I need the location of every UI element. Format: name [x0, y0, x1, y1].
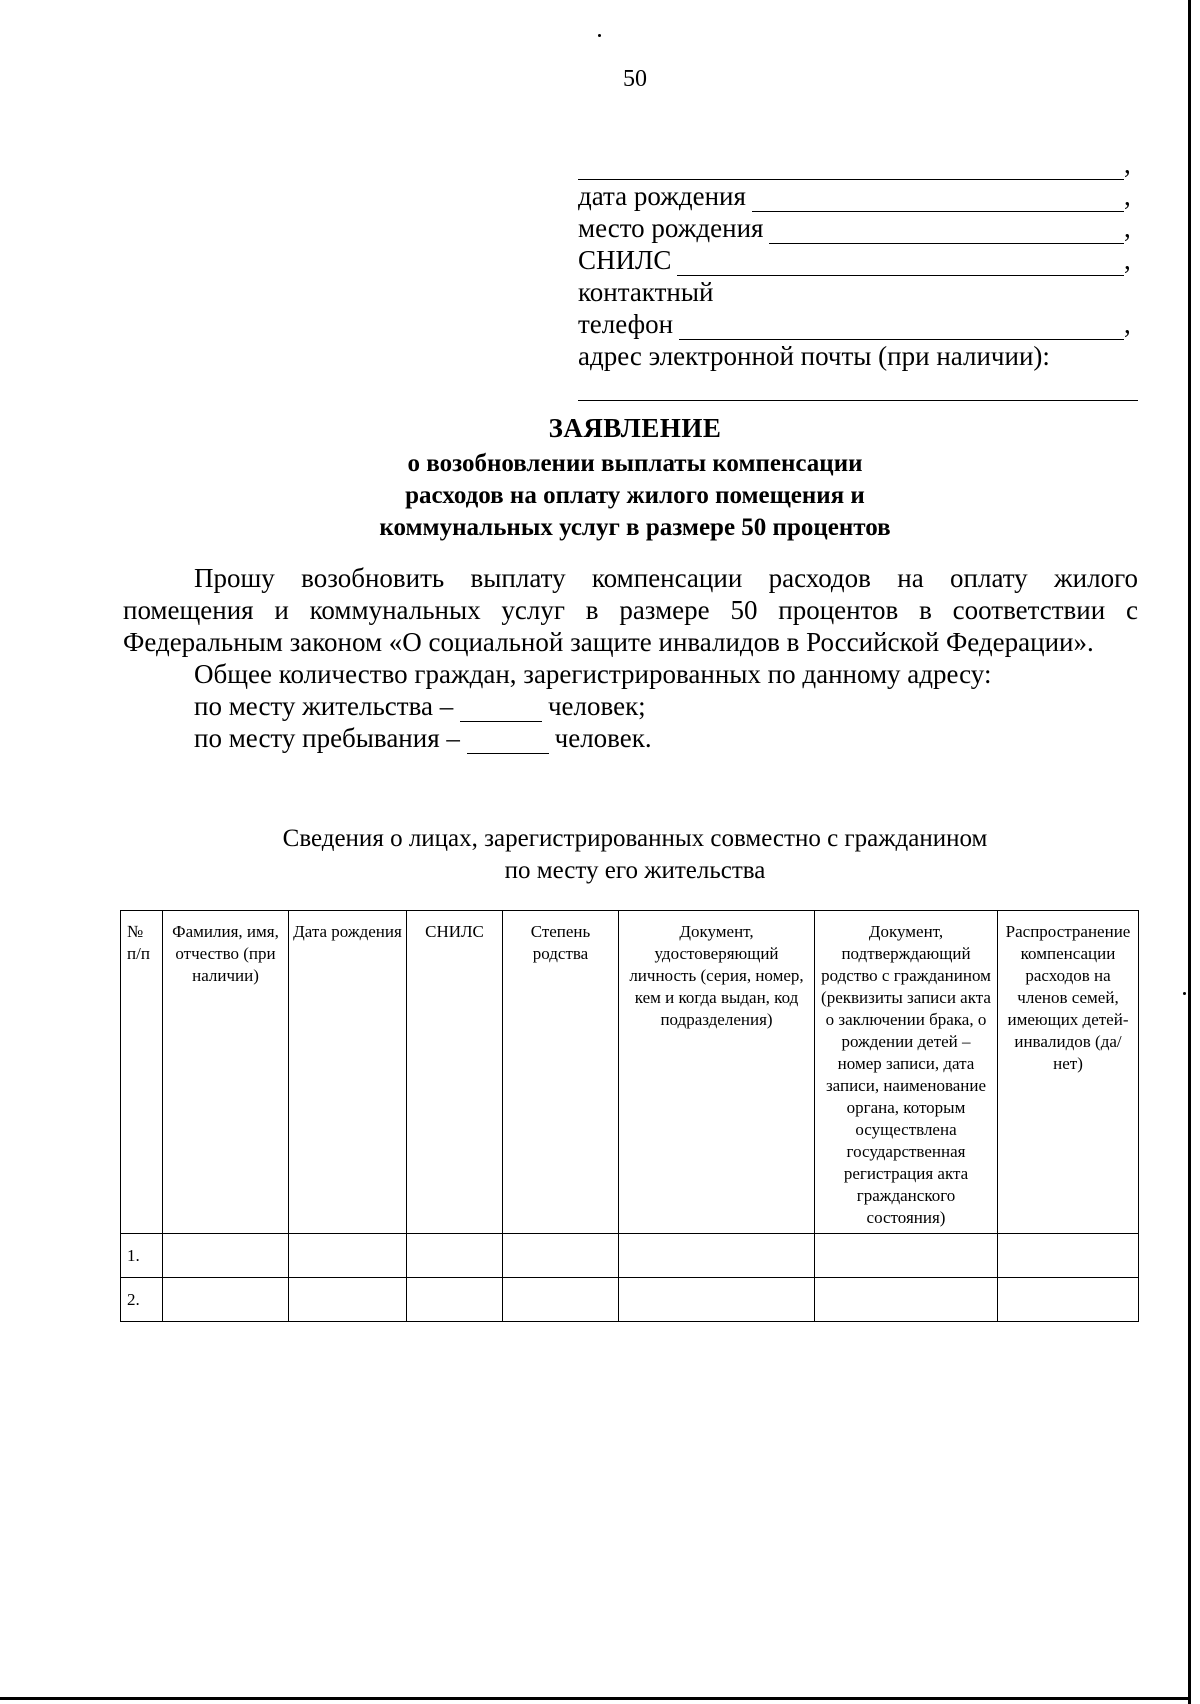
phone-label-line1: контактный	[578, 277, 714, 307]
table-title: Сведения о лицах, зарегистрированных совместно с гражданином по месту его жительства	[282, 825, 988, 884]
document-subtitle: о возобновлении выплаты компенсации расходов на оплату жилого помещения и коммунальных услуг в размере 50 процентов	[379, 450, 891, 541]
table-row	[121, 1278, 1139, 1322]
birth-place-line: место рождения ,	[578, 213, 1131, 243]
phone-blank	[679, 315, 1124, 340]
residence-count-line: по месту жительства – человек;	[194, 691, 646, 721]
email-label: адрес электронной почты (при наличии):	[578, 341, 1050, 371]
table-cell[interactable]	[998, 1234, 1139, 1278]
table-cell[interactable]	[163, 1234, 289, 1278]
registered-total: Общее количество граждан, зарегистрированных по данному адресу:	[194, 659, 992, 689]
table-cell[interactable]	[407, 1278, 503, 1322]
row-number: 1.	[121, 1234, 163, 1278]
snils-line: СНИЛС ,	[578, 245, 1131, 275]
table-cell[interactable]	[407, 1234, 503, 1278]
col-snils: СНИЛС	[407, 911, 503, 1234]
phone-line: телефон ,	[578, 309, 1131, 339]
email-blank	[578, 400, 1138, 401]
col-number: № п/п	[121, 911, 163, 1234]
snils-label: СНИЛС	[578, 245, 672, 275]
table-cell[interactable]	[503, 1234, 619, 1278]
birth-date-label: дата рождения	[578, 181, 746, 211]
table-cell[interactable]	[289, 1278, 407, 1322]
birth-date-line: дата рождения ,	[578, 181, 1131, 211]
table-cell[interactable]	[289, 1234, 407, 1278]
table-header-row	[121, 911, 1139, 1234]
request-paragraph: Прошу возобновить выплату компенсации расходов на оплату жилого помещения и коммунальных услуг в размере 50 процентов в соответствии с Федеральным законом «О социальной защите инвалидов в Российской Федерации».	[123, 563, 1138, 657]
scan-speck	[1183, 992, 1186, 995]
birth-date-blank	[752, 187, 1124, 212]
col-birth-date: Дата рождения	[289, 911, 407, 1234]
snils-blank	[677, 251, 1124, 276]
scan-speck	[598, 34, 601, 37]
stay-count-blank	[467, 729, 549, 754]
request-body	[123, 562, 1138, 754]
table-cell[interactable]	[619, 1278, 815, 1322]
table-cell[interactable]	[163, 1278, 289, 1322]
col-compensation-extension: Распространение компенсации расходов на членов семей, имеющих детей-инвалидов (да/нет)	[998, 911, 1139, 1234]
page-bottom-edge	[0, 1697, 1191, 1700]
row-number: 2.	[121, 1278, 163, 1322]
birth-place-label: место рождения	[578, 213, 764, 243]
registered-persons-table	[120, 910, 1139, 1322]
col-identity-document: Документ, удостоверяющий личность (серия, номер, кем и когда выдан, код подразделения)	[619, 911, 815, 1234]
table-cell[interactable]	[503, 1278, 619, 1322]
stay-count-line: по месту пребывания – человек.	[194, 723, 652, 753]
name-line: ,	[578, 148, 1138, 180]
col-kinship-document: Документ, подтверждающий родство с гражданином (реквизиты записи акта о заключении брака, о рождении детей – номер записи, дата записи, наименование органа, которым осуществлена государственная регистрация акта гражданского состояния)	[815, 911, 998, 1234]
table-cell[interactable]	[815, 1278, 998, 1322]
col-full-name: Фамилия, имя, отчество (при наличии)	[163, 911, 289, 1234]
page-number: 50	[623, 66, 647, 92]
phone-label: телефон	[578, 309, 674, 339]
applicant-header	[578, 148, 1138, 401]
col-relation: Степень родства	[503, 911, 619, 1234]
birth-place-blank	[769, 219, 1124, 244]
name-blank	[578, 155, 1124, 180]
document-title: ЗАЯВЛЕНИЕ	[548, 413, 722, 443]
table-row	[121, 1234, 1139, 1278]
table-cell[interactable]	[815, 1234, 998, 1278]
table-cell[interactable]	[998, 1278, 1139, 1322]
residence-count-blank	[460, 697, 542, 722]
table-cell[interactable]	[619, 1234, 815, 1278]
